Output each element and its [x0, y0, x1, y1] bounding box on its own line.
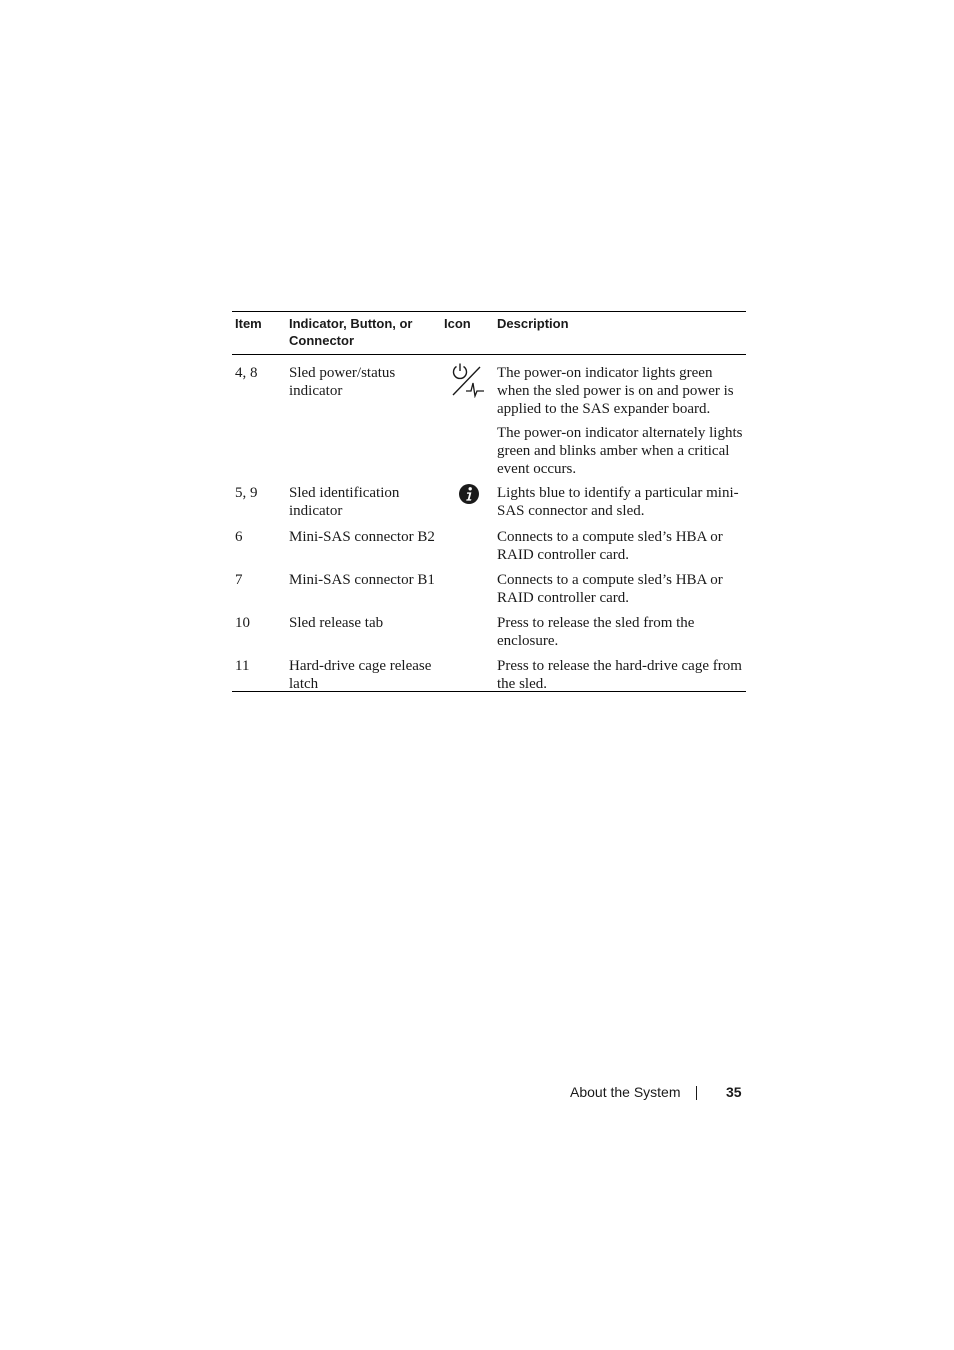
row-item: 6 — [235, 529, 243, 545]
row-description — [497, 657, 745, 693]
header-item: Item — [235, 316, 262, 331]
row-item: 10 — [235, 615, 250, 631]
power-status-icon — [450, 362, 486, 398]
row-indicator: Mini-SAS connector B2 — [289, 529, 435, 545]
header-indicator: Indicator, Button, or Connector — [289, 316, 413, 348]
header-icon: Icon — [444, 316, 471, 331]
description-paragraph: Connects to a compute sled’s HBA or RAID controller card. — [497, 572, 723, 606]
table-body — [232, 355, 746, 691]
row-indicator: Mini-SAS connector B1 — [289, 572, 435, 588]
info-icon — [458, 483, 480, 505]
row-description — [497, 528, 745, 564]
row-item: 11 — [235, 658, 250, 674]
row-indicator: Sled power/status indicator — [289, 365, 396, 399]
row-item: 4, 8 — [235, 365, 258, 381]
header-description: Description — [497, 316, 569, 331]
row-indicator: Sled identification indicator — [289, 485, 400, 519]
row-indicator: Sled release tab — [289, 615, 384, 631]
footer-separator — [696, 1086, 697, 1100]
row-description — [497, 484, 745, 520]
table-header — [232, 312, 746, 355]
row-item: 5, 9 — [235, 485, 258, 501]
page-number: 35 — [726, 1084, 742, 1100]
description-paragraph: Connects to a compute sled’s HBA or RAID controller card. — [497, 529, 723, 563]
row-description — [497, 364, 745, 478]
description-paragraph: Press to release the sled from the enclosure. — [497, 615, 695, 649]
description-paragraph: Press to release the hard-drive cage from the sled. — [497, 658, 742, 692]
indicator-table — [232, 311, 746, 692]
description-paragraph: The power-on indicator alternately lights green and blinks amber when a critical event occurs. — [497, 425, 743, 477]
footer-section-title: About the System — [570, 1084, 681, 1100]
row-item: 7 — [235, 572, 243, 588]
row-description — [497, 614, 745, 650]
description-paragraph: The power-on indicator lights green when the sled power is on and power is applied to the SAS expander board. — [497, 365, 734, 417]
row-description — [497, 571, 745, 607]
row-indicator: Hard-drive cage release latch — [289, 658, 432, 692]
description-paragraph: Lights blue to identify a particular mini-SAS connector and sled. — [497, 485, 739, 519]
page-footer — [0, 1084, 954, 1104]
